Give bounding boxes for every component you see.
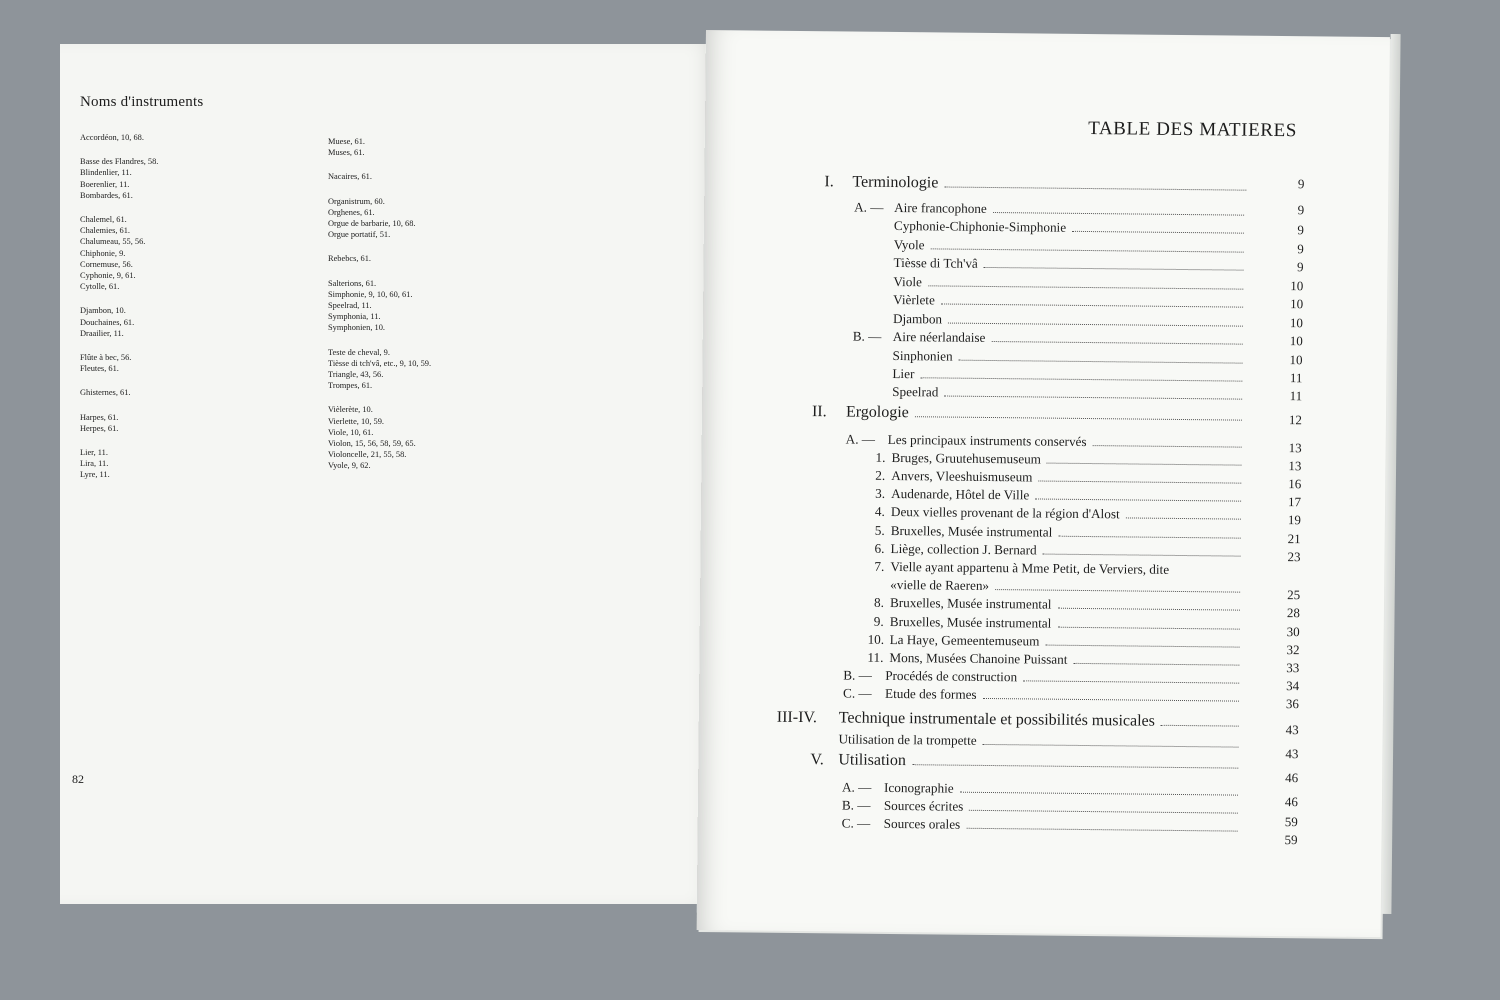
toc-leader-dots — [966, 827, 1237, 832]
index-group — [80, 156, 310, 201]
toc-entry — [893, 274, 1249, 294]
toc-entry — [868, 632, 1246, 652]
toc-entry — [777, 709, 1245, 732]
index-entry: Chalemies, 61. — [80, 226, 131, 236]
index-entry: Djambon, 10. — [80, 306, 126, 316]
index-entry: Nacaires, 61. — [328, 172, 372, 182]
toc-entry-number: V. — [810, 751, 824, 769]
index-entry: Lira, 11. — [80, 459, 109, 469]
toc-entry-number: 1. — [875, 449, 886, 465]
index-entry: Violon, 15, 56, 58, 59, 65. — [328, 439, 416, 449]
toc-page-number: 10 — [1289, 333, 1303, 349]
index-entry: Blindenlier, 11. — [80, 168, 132, 178]
toc-page-number: 13 — [1288, 440, 1302, 456]
toc-entry-label: Anvers, Vleeshuismuseum — [891, 467, 1033, 485]
toc-entry-label: Cyphonie-Chiphonie-Simphonie — [893, 217, 1067, 235]
index-group — [80, 447, 310, 481]
toc-leader-dots — [1093, 444, 1242, 448]
index-group — [328, 347, 558, 392]
toc-entry-number: 7. — [874, 558, 885, 574]
index-entry: Douchaines, 61. — [80, 317, 135, 327]
toc-leader-dots — [1057, 626, 1239, 630]
toc-entry — [842, 779, 1244, 799]
toc-entry-label: «vielle de Raeren» — [890, 576, 990, 593]
toc-page-number: 25 — [1287, 587, 1301, 603]
index-entry: Accordéon, 10, 68. — [80, 133, 144, 142]
toc-entry-label: Speelrad — [892, 383, 939, 400]
index-entry: Violoncelle, 21, 55, 58. — [328, 450, 407, 460]
toc-entry-label: Lier — [892, 365, 915, 382]
index-entry: Bombardes, 61. — [80, 190, 133, 200]
toc-entry-label: Sinphonien — [892, 347, 953, 364]
toc-page-number: 16 — [1288, 476, 1302, 492]
toc-leader-dots — [993, 211, 1244, 216]
toc-entry-label: Viole — [893, 273, 922, 290]
toc-entry — [893, 348, 1249, 368]
toc-leader-dots — [915, 415, 1242, 420]
toc-entry-label: Les principaux instruments conservés — [887, 431, 1087, 450]
toc-page-number: 43 — [1285, 722, 1299, 738]
toc-entry-label: Mons, Musées Chanoine Puissant — [889, 649, 1068, 667]
toc-entry — [867, 650, 1245, 670]
toc-entry — [824, 173, 1252, 195]
toc-entry-number: B. — — [843, 667, 872, 683]
toc-entry-label: Sources orales — [883, 815, 961, 832]
index-group — [328, 278, 558, 334]
toc-leader-dots — [920, 376, 1242, 381]
toc-entry-label: Bruxelles, Musée instrumental — [890, 522, 1053, 540]
index-entry: Cornemuse, 56. — [80, 259, 133, 269]
index-group — [328, 136, 558, 158]
index-title: Noms d'instruments — [80, 94, 204, 110]
toc-entry-label: Deux vielles provenant de la région d'Alost — [890, 503, 1120, 522]
toc-entry-label: Tièsse di Tch'vâ — [893, 254, 978, 271]
toc-page-number: 11 — [1289, 370, 1303, 386]
toc-page-number: 9 — [1297, 176, 1305, 192]
toc-page-number: 21 — [1287, 531, 1301, 547]
toc-leader-dots — [930, 247, 1243, 252]
toc-entry — [893, 311, 1249, 331]
toc-entry-number: C. — — [842, 685, 872, 701]
toc-page-number: 12 — [1288, 412, 1303, 428]
toc-page-number: 9 — [1297, 202, 1305, 218]
index-entry: Flûte à bec, 56. — [80, 353, 132, 363]
toc-leader-dots — [1023, 679, 1239, 683]
toc-entry-number: 6. — [874, 540, 885, 556]
index-entry: Orghenes, 61. — [328, 207, 375, 217]
toc-entry-label: Technique instrumentale et possibilités musicales — [838, 709, 1156, 730]
toc-entry-number: A. — — [854, 199, 884, 215]
index-column-1 — [80, 132, 310, 494]
toc-page-number: 59 — [1284, 832, 1298, 848]
toc-page-number: 10 — [1290, 278, 1304, 294]
toc-entry-number: 5. — [874, 522, 885, 538]
toc-title: TABLE DES MATIERES — [1088, 118, 1298, 142]
toc-entry-label: Liège, collection J. Bernard — [890, 540, 1037, 558]
toc-leader-dots — [1045, 644, 1239, 648]
toc-entry-number: A. — — [842, 779, 872, 795]
index-entry: Orgue portatif, 51. — [328, 230, 391, 240]
toc-entry-number: I. — [824, 173, 834, 191]
toc-entry-label: Bruxelles, Musée instrumental — [889, 613, 1052, 631]
toc-entry — [812, 403, 1248, 426]
index-entry: Cytolle, 61. — [80, 282, 120, 292]
toc-entry-number: III-IV. — [776, 708, 818, 727]
toc-page-number: 36 — [1285, 696, 1300, 712]
toc-entry-number: A. — — [845, 431, 876, 447]
toc-entry-number: 9. — [873, 613, 884, 629]
toc-page-number: 19 — [1287, 512, 1301, 528]
toc-entry — [893, 292, 1249, 312]
index-entry: Ghisternes, 61. — [80, 388, 131, 398]
toc-entry-label: Utilisation de la trompette — [838, 731, 977, 748]
toc-entry — [874, 559, 1246, 579]
index-entry: Salterions, 61. — [328, 278, 377, 288]
toc-entry-label: Procédés de construction — [885, 667, 1018, 685]
index-entry: Vyole, 9, 62. — [328, 461, 371, 471]
index-group — [80, 352, 310, 374]
toc-page-number: 32 — [1286, 642, 1300, 658]
toc-leader-dots — [948, 322, 1243, 327]
page-number: 82 — [72, 772, 84, 786]
index-entry: Trompes, 61. — [328, 381, 373, 391]
toc-entry — [810, 751, 1244, 774]
toc-entry-label: Sources écrites — [883, 797, 964, 814]
toc-leader-dots — [969, 809, 1238, 814]
toc-entry-label: Utilisation — [838, 751, 907, 770]
toc-entry — [890, 577, 1246, 597]
toc-page-number: 10 — [1290, 296, 1304, 312]
toc-entry — [894, 237, 1250, 257]
index-entry: Boerenlier, 11. — [80, 179, 130, 189]
toc-entry — [894, 218, 1250, 238]
toc-page-number: 46 — [1285, 770, 1299, 786]
index-group — [328, 253, 558, 264]
toc-page-number: 46 — [1284, 794, 1299, 810]
toc-page-number: 9 — [1297, 241, 1304, 257]
index-entry: Vièlerète, 10. — [328, 405, 373, 415]
index-entry: Chalemel, 61. — [80, 215, 127, 225]
index-entry: Muses, 61. — [328, 148, 365, 158]
index-entry: Fleutes, 61. — [80, 364, 119, 374]
toc-leader-dots — [995, 588, 1240, 593]
toc-leader-dots — [1161, 724, 1239, 727]
toc-leader-dots — [1043, 553, 1241, 557]
index-group — [80, 412, 310, 434]
toc-leader-dots — [984, 266, 1244, 271]
table-of-contents — [697, 30, 1390, 937]
toc-leader-dots — [1047, 462, 1242, 466]
toc-entry — [892, 366, 1248, 386]
toc-entry-number: 10. — [867, 631, 885, 647]
toc-entry — [874, 541, 1246, 561]
toc-leader-dots — [1057, 607, 1239, 611]
toc-entry-label: Iconographie — [883, 779, 954, 796]
toc-leader-dots — [912, 763, 1238, 768]
index-entry: Cyphonie, 9, 61. — [80, 271, 136, 281]
index-column-2 — [328, 136, 558, 485]
index-entry: Speelrad, 11. — [328, 301, 372, 311]
index-group — [80, 214, 310, 292]
toc-page-number: 30 — [1286, 624, 1300, 640]
toc-entry — [843, 685, 1245, 705]
toc-page-number: 34 — [1286, 678, 1300, 694]
toc-entry — [874, 614, 1246, 634]
toc-entry-label: Audenarde, Hôtel de Ville — [891, 485, 1030, 503]
toc-entry — [875, 468, 1247, 488]
toc-entry-number: II. — [811, 403, 827, 421]
toc-leader-dots — [941, 302, 1243, 307]
toc-leader-dots — [944, 395, 1242, 400]
index-entry: Harpes, 61. — [80, 412, 119, 422]
toc-entry-label: Terminologie — [852, 173, 939, 192]
toc-page-number: 13 — [1288, 458, 1302, 474]
toc-entry — [838, 731, 1244, 751]
toc-page-number: 9 — [1296, 259, 1304, 275]
index-group — [328, 196, 558, 241]
index-entry: Simphonie, 9, 10, 60, 61. — [328, 289, 413, 299]
index-entry: Organistrum, 60. — [328, 196, 385, 206]
index-entry: Viole, 10, 61. — [328, 427, 374, 437]
toc-leader-dots — [983, 743, 1239, 748]
toc-entry — [875, 486, 1247, 506]
toc-entry-number: C. — — [841, 815, 871, 831]
toc-page-number: 11 — [1289, 388, 1303, 404]
toc-entry — [843, 667, 1245, 687]
toc-entry — [874, 595, 1246, 615]
toc-entry-label: La Haye, Gemeentemuseum — [889, 631, 1040, 649]
index-entry: Draailier, 11. — [80, 328, 124, 338]
toc-entry-number: 2. — [875, 467, 886, 483]
toc-entry-label: Ergologie — [845, 403, 909, 422]
toc-entry-label: Etude des formes — [884, 685, 977, 702]
toc-entry-number: 4. — [874, 503, 885, 519]
toc-entry — [846, 431, 1248, 451]
index-entry: Chalumeau, 55, 56. — [80, 237, 146, 247]
toc-entry-label: Vielle ayant appartenu à Mme Petit, de Verviers, dite — [890, 558, 1170, 577]
index-entry: Herpes, 61. — [80, 423, 119, 433]
toc-entry — [892, 384, 1248, 404]
toc-leader-dots — [1058, 535, 1240, 539]
toc-entry-number: 8. — [873, 594, 884, 610]
index-entry: Symphonien, 10. — [328, 323, 385, 333]
index-entry: Teste de cheval, 9. — [328, 347, 390, 357]
toc-entry-number: 11. — [867, 649, 884, 665]
toc-entry-label: Vièrlete — [893, 291, 935, 308]
toc-leader-dots — [1072, 230, 1244, 234]
toc-entry — [853, 329, 1249, 349]
toc-leader-dots — [983, 697, 1239, 702]
toc-page-number: 9 — [1297, 222, 1305, 238]
toc-page-number: 23 — [1287, 549, 1301, 565]
toc-page-number: 17 — [1288, 494, 1302, 510]
toc-entry — [893, 255, 1249, 275]
toc-leader-dots — [960, 791, 1238, 796]
toc-leader-dots — [1038, 480, 1241, 484]
toc-leader-dots — [959, 359, 1243, 364]
toc-entry-label: Vyole — [893, 236, 925, 253]
index-entry: Lyre, 11. — [80, 470, 110, 480]
toc-entry-number: B. — — [841, 797, 871, 813]
toc-entry-number: B. — — [852, 328, 882, 344]
index-entry: Lier, 11. — [80, 448, 108, 458]
toc-entry — [854, 200, 1250, 220]
toc-entry — [875, 450, 1247, 470]
index-entry: Chiphonie, 9. — [80, 248, 126, 258]
index-entry: Vierlette, 10, 59. — [328, 416, 385, 426]
toc-leader-dots — [1126, 516, 1241, 519]
index-entry: Muese, 61. — [328, 137, 365, 146]
index-group — [80, 387, 310, 398]
toc-leader-dots — [944, 186, 1246, 191]
toc-entry-label: Aire francophone — [894, 199, 987, 216]
index-group — [328, 404, 558, 471]
toc-page-number: 59 — [1284, 814, 1298, 830]
toc-entry — [875, 504, 1247, 524]
toc-entry-label: Djambon — [892, 310, 943, 327]
index-entry: Basse des Flandres, 58. — [80, 157, 159, 167]
toc-leader-dots — [991, 340, 1242, 345]
toc-entry-label: Bruges, Gruutehusemuseum — [891, 449, 1042, 467]
toc-page-number: 43 — [1285, 746, 1299, 762]
toc-entry — [842, 815, 1244, 835]
toc-leader-dots — [1073, 662, 1239, 666]
index-entry: Tièsse di tch'vâ, etc., 9, 10, 59. — [328, 358, 432, 368]
toc-page-number: 10 — [1289, 352, 1303, 368]
toc-leader-dots — [1035, 497, 1241, 501]
toc-entry-number: 3. — [875, 485, 886, 501]
index-entry: Triangle, 43, 56. — [328, 370, 384, 380]
index-entry: Rebebcs, 61. — [328, 254, 372, 264]
toc-page-number: 28 — [1286, 605, 1301, 621]
index-entry: Symphonia, 11. — [328, 312, 381, 322]
toc-entry — [875, 523, 1247, 543]
toc-entry — [842, 797, 1244, 817]
toc-page-number: 10 — [1289, 315, 1304, 331]
index-group — [328, 171, 558, 182]
toc-leader-dots — [928, 284, 1243, 289]
index-group — [80, 132, 310, 143]
toc-entry-label: Bruxelles, Musée instrumental — [889, 594, 1052, 612]
right-page — [697, 30, 1390, 937]
toc-entry-label: Aire néerlandaise — [892, 328, 986, 345]
index-group — [80, 305, 310, 339]
toc-page-number: 33 — [1286, 660, 1300, 676]
index-entry: Orgue de barbarie, 10, 68. — [328, 219, 416, 229]
